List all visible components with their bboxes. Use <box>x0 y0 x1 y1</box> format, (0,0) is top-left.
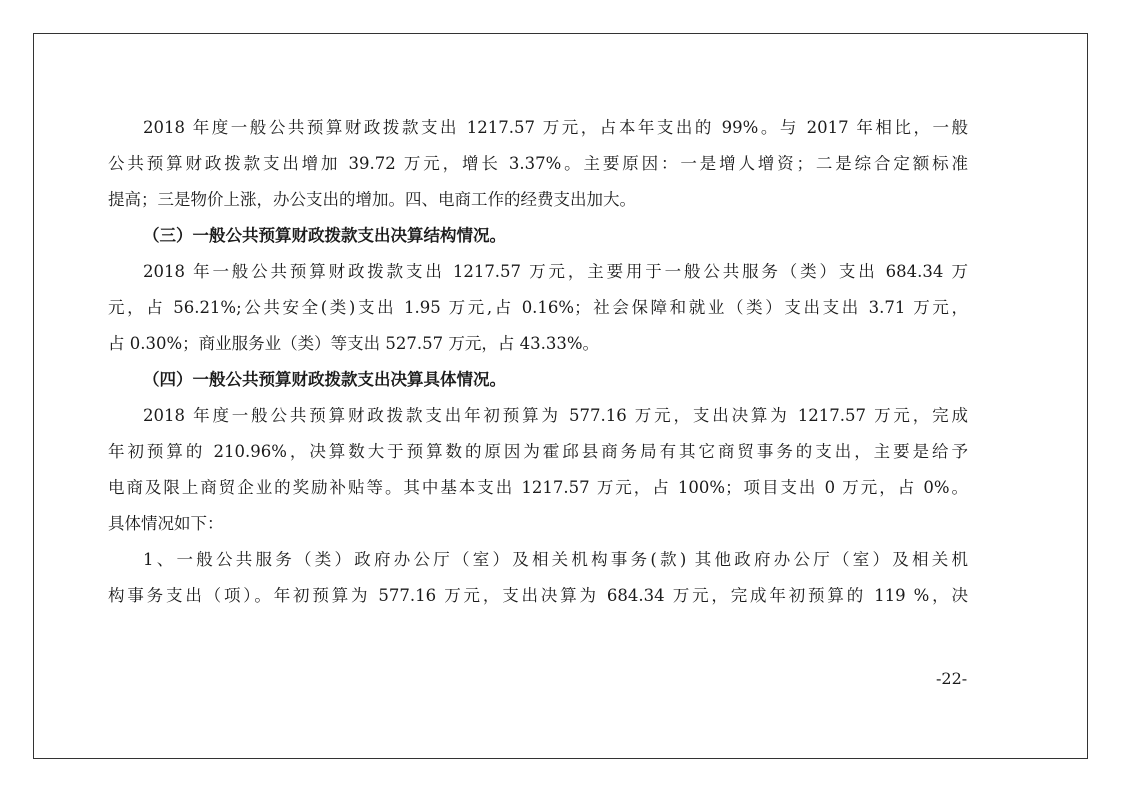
paragraph-line: 电商及限上商贸企业的奖励补贴等。其中基本支出 1217.57 万元，占 100%；项目支出 0 万元，占 0%。 <box>108 478 968 497</box>
paragraph-line: 2018 年一般公共预算财政拨款支出 1217.57 万元，主要用于一般公共服务（类）支出 684.34 万 <box>143 262 968 281</box>
paragraph-line: 构事务支出（项）。年初预算为 577.16 万元，支出决算为 684.34 万元，完成年初预算的 119 %，决 <box>108 586 968 605</box>
paragraph-line: 2018 年度一般公共预算财政拨款支出年初预算为 577.16 万元，支出决算为 1217.57 万元，完成 <box>143 406 968 425</box>
paragraph-line: 1、一般公共服务（类）政府办公厅（室）及相关机构事务(款) 其他政府办公厅（室）及相关机 <box>143 550 968 569</box>
paragraph-line: 元，占 56.21%;公共安全(类)支出 1.95 万元,占 0.16%；社会保障和就业（类）支出支出 3.71 万元， <box>108 298 968 317</box>
paragraph-line: 具体情况如下： <box>108 514 224 533</box>
section-heading: （四）一般公共预算财政拨款支出决算具体情况。 <box>143 370 506 389</box>
paragraph-line: 2018 年度一般公共预算财政拨款支出 1217.57 万元，占本年支出的 99%。与 2017 年相比，一般 <box>143 118 968 137</box>
paragraph-line: 占 0.30%；商业服务业（类）等支出 527.57 万元，占 43.33%。 <box>108 334 600 353</box>
paragraph-line: 年初预算的 210.96%，决算数大于预算数的原因为霍邱县商务局有其它商贸事务的支出，主要是给予 <box>108 442 968 461</box>
section-heading: （三）一般公共预算财政拨款支出决算结构情况。 <box>143 226 506 245</box>
paragraph-line: 提高；三是物价上涨，办公支出的增加。四、电商工作的经费支出加大。 <box>108 190 636 209</box>
page-number: -22- <box>936 669 968 688</box>
paragraph-line: 公共预算财政拨款支出增加 39.72 万元，增长 3.37%。主要原因：一是增人增资；二是综合定额标准 <box>108 154 968 173</box>
